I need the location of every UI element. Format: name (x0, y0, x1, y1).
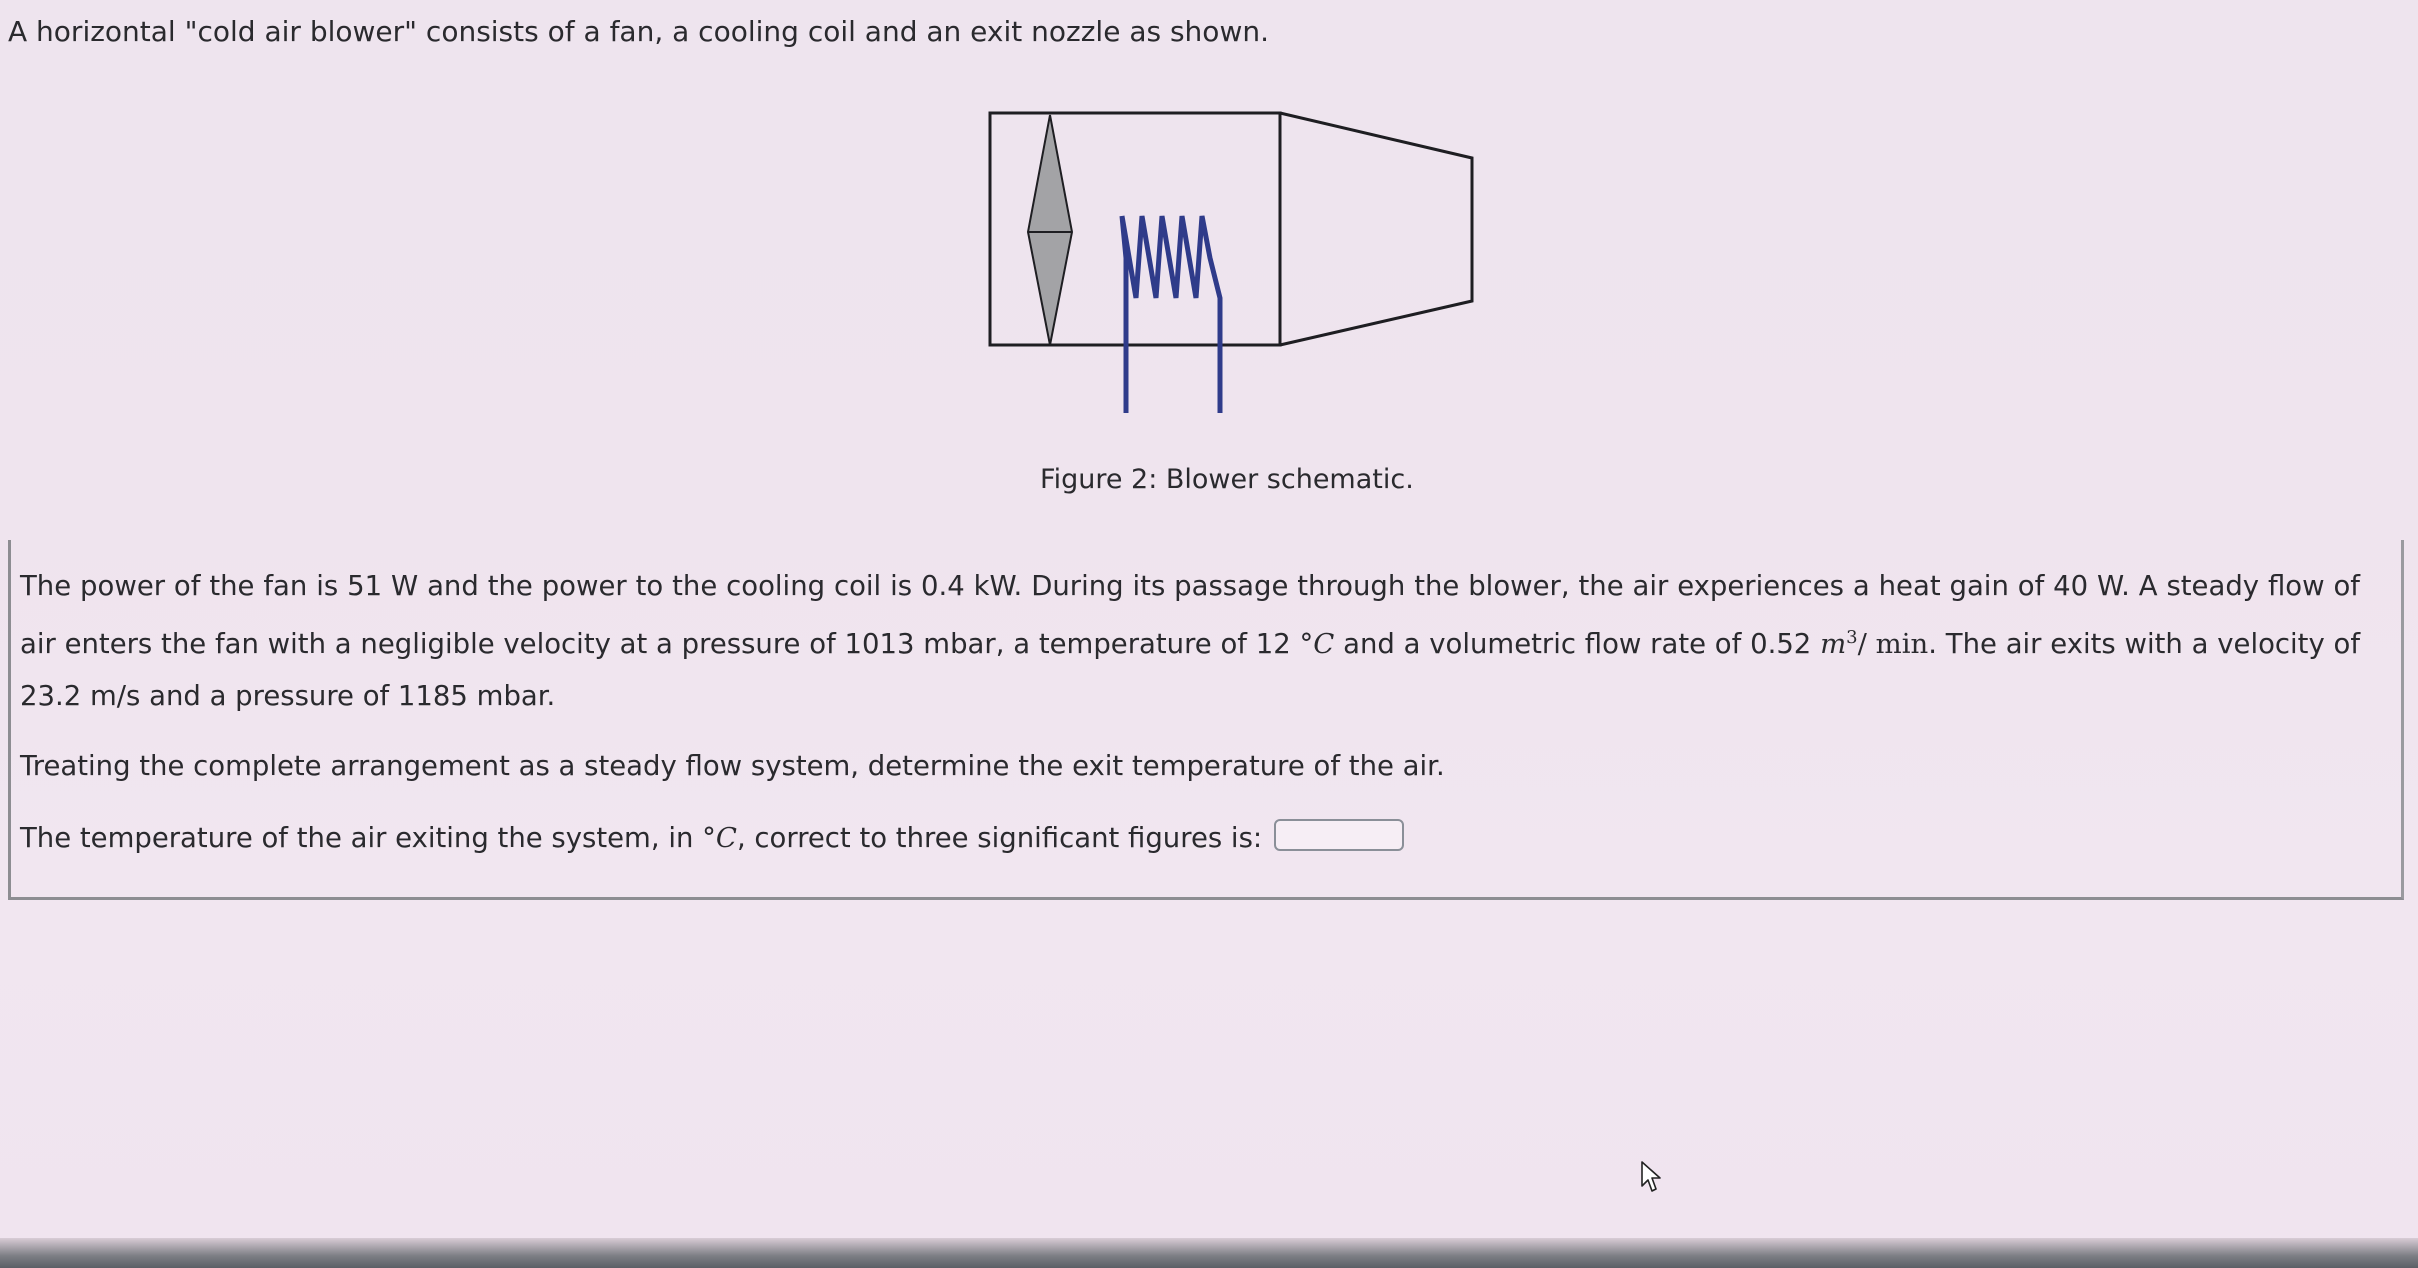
fan-icon (1028, 115, 1072, 345)
flow-unit-exponent: 3 (1846, 627, 1858, 648)
answer-prompt (20, 812, 2360, 864)
temp-unit: °C (1299, 628, 1335, 661)
cooling-coil-icon (1122, 216, 1220, 413)
task-statement: Treating the complete arrangement as a steady flow system, determine the exit temperature of the air. (20, 750, 1445, 782)
problem-text-3: . The air exits with a velocity of 23.2 m/s and a pressure of 1185 mbar. (20, 628, 2361, 713)
intro-text: A horizontal "cold air blower" consists of a fan, a cooling coil and an exit nozzle as shown. (8, 15, 1269, 48)
flow-unit-base: m (1820, 628, 1847, 661)
problem-text-2: and a volumetric flow rate of 0.52 (1334, 628, 1821, 661)
figure-caption: Figure 2: Blower schematic. (1040, 464, 1414, 495)
exit-nozzle (1280, 113, 1472, 345)
answer-prompt-text-2: , correct to three significant figures is: (736, 822, 1263, 854)
mouse-pointer-icon (1640, 1160, 1666, 1194)
answer-unit: °C (702, 822, 737, 854)
flow-unit-rest: / min (1857, 628, 1929, 661)
answer-prompt-text-1: The temperature of the air exiting the system, in (20, 822, 703, 854)
problem-text-1: The power of the fan is 51 W and the power to the cooling coil is 0.4 kW. During its passage through the blower, the air experiences a heat gain of 40 W. A steady flow of air enters the fan with a negligible velocity at a pressure of 1013 mbar, a temperature of 12 (20, 570, 2360, 661)
monitor-bezel (0, 1238, 2418, 1268)
problem-statement (20, 560, 2360, 722)
answer-input[interactable] (1274, 819, 1404, 851)
blower-schematic (986, 108, 1476, 428)
